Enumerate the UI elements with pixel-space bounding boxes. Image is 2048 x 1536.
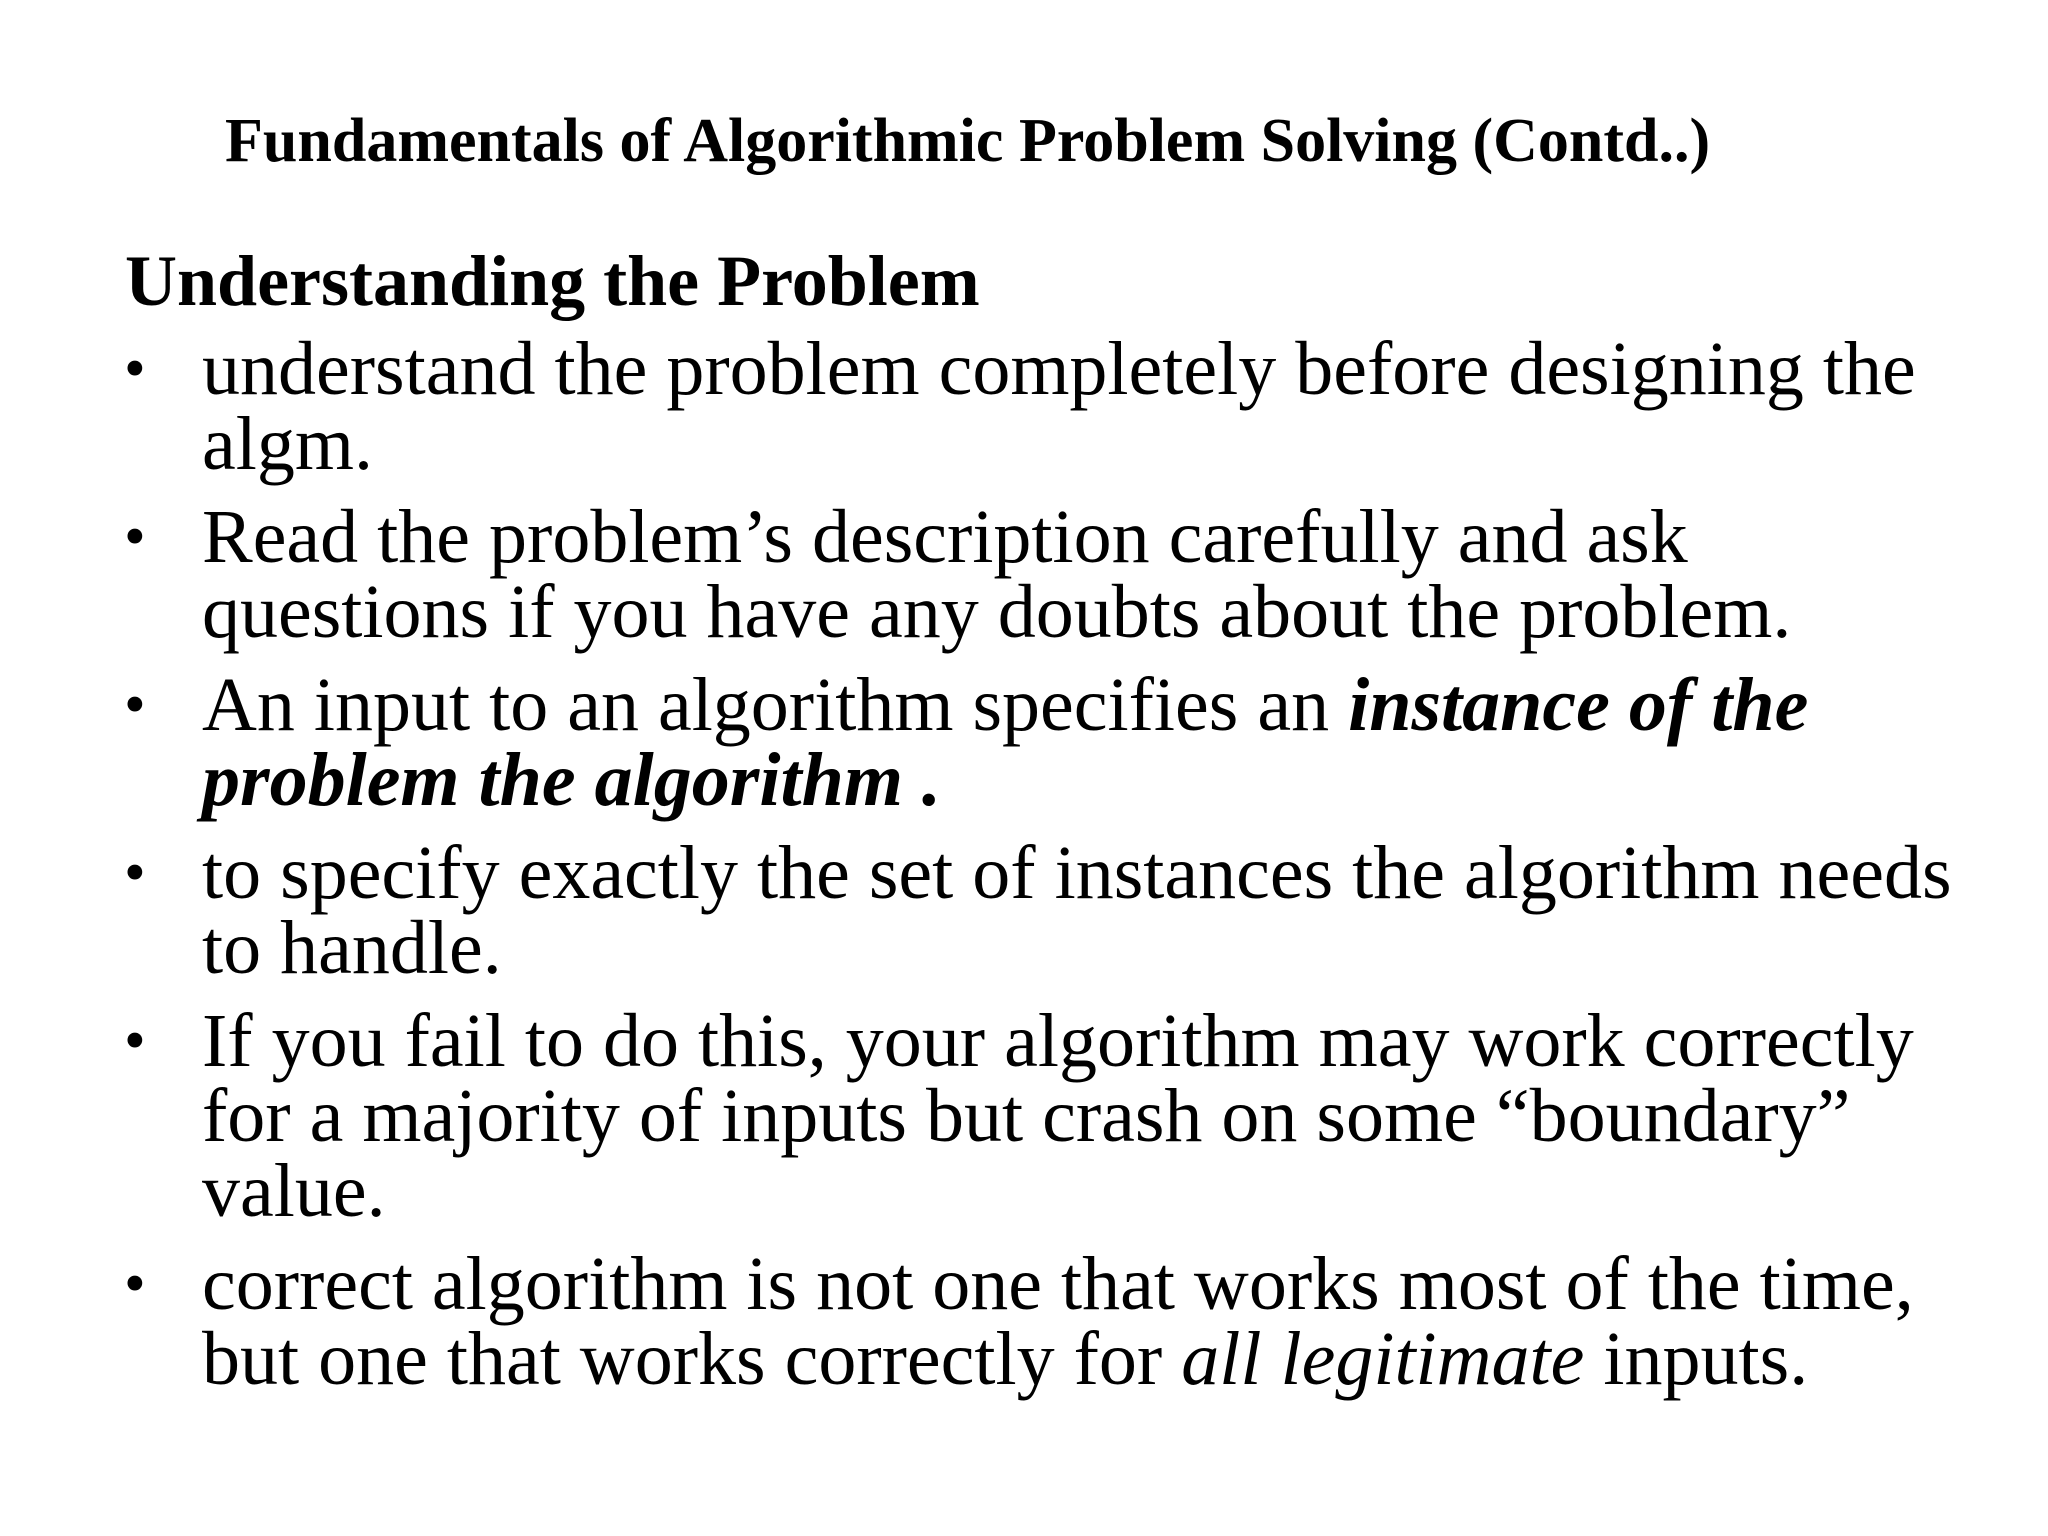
bullet-emphasis: instance of the problem the algorithm — [202, 663, 1809, 822]
section-heading: Understanding the Problem — [125, 241, 980, 321]
bullet-text: correct algorithm is not one that works most of the time, but one that works correctly for — [202, 1242, 1914, 1401]
bullet-text: An input to an algorithm specifies an — [202, 663, 1349, 747]
bullet-item — [120, 327, 1970, 486]
bullet-item — [120, 663, 1970, 822]
bullet-list — [120, 327, 1970, 1415]
bullet-text: Read the problem’s description carefully and ask questions if you have any doubts about the problem. — [202, 495, 1792, 654]
bullet-text: If you fail to do this, your algorithm may work correctly for a majority of inputs but crash on some “boundary” value. — [202, 999, 1914, 1233]
bullet-text-end: . — [902, 738, 941, 822]
bullet-item — [120, 999, 1970, 1233]
bullet-icon: • — [124, 1250, 146, 1318]
bullet-text-end: inputs. — [1584, 1317, 1809, 1401]
bullet-icon: • — [124, 335, 146, 403]
bullet-emphasis: all legitimate — [1181, 1317, 1585, 1401]
bullet-icon: • — [124, 503, 146, 571]
bullet-icon: • — [124, 839, 146, 907]
bullet-item — [120, 831, 1970, 990]
bullet-text: to specify exactly the set of instances the algorithm needs to handle. — [202, 831, 1952, 990]
bullet-icon: • — [124, 1007, 146, 1075]
bullet-text: understand the problem completely before designing the algm. — [202, 327, 1916, 486]
bullet-item — [120, 1242, 1970, 1401]
bullet-item — [120, 495, 1970, 654]
bullet-icon: • — [124, 671, 146, 739]
slide-title: Fundamentals of Algorithmic Problem Solving (Contd..) — [225, 107, 1711, 175]
